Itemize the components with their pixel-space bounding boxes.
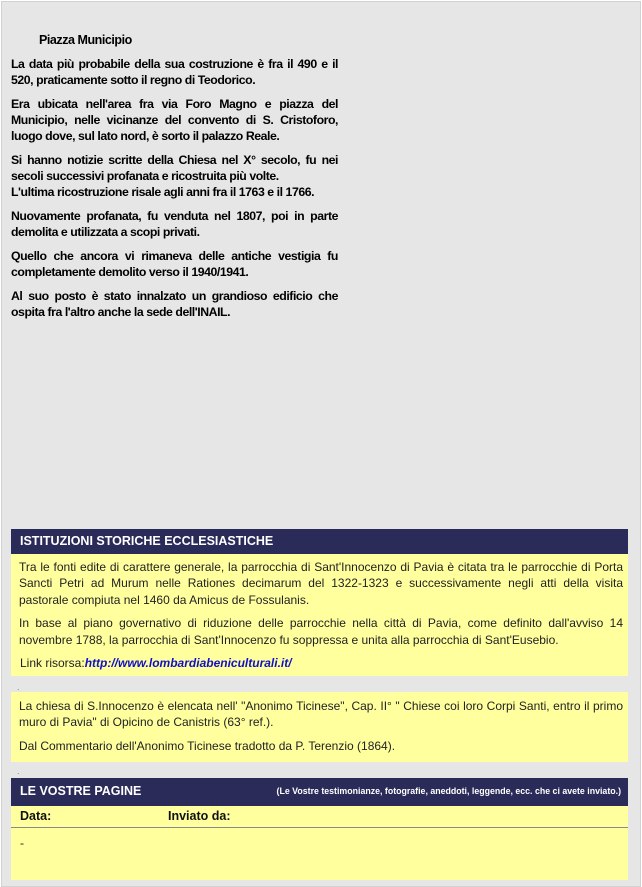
link-row: [20, 655, 623, 671]
paragraph: La chiesa di S.Innocenzo è elencata nell' "Anonimo Ticinese", Cap. II° " Chiese coi loro Corpi Santi, entro il primo muro di Pavia" di Opicino de Canistris (63° ref.).: [19, 699, 623, 730]
vostre-pagine-box: [11, 778, 628, 880]
separator-dot: .: [17, 766, 20, 776]
paragraph: Al suo posto è stato innalzato un grandioso edificio che ospita fra l'altro anche la sede dell'INAIL.: [11, 289, 338, 319]
istituzioni-box: [11, 529, 628, 676]
empty-entry: -: [20, 836, 24, 850]
vostre-subtitle: (Le Vostre testimonianze, fotografie, aneddoti, leggende, ecc. che ci avete inviato.): [276, 786, 621, 796]
table-header-row: [11, 806, 628, 828]
paragraph-line: L'ultima ricostruzione risale agli anni fra il 1763 e il 1766.: [11, 185, 315, 199]
paragraph: [11, 152, 338, 200]
vostre-header: [11, 778, 628, 806]
vostre-title: LE VOSTRE PAGINE: [20, 784, 142, 798]
link-label: Link risorsa:: [20, 656, 85, 671]
piazza-municipio-section: [11, 31, 338, 328]
paragraph: Tra le fonti edite di carattere generale, la parrocchia di Sant'Innocenzo di Pavia è citata tra le parrocchie di Porta Sancti Petri ad Murum nelle Rationes decimarum del 1322-1323 e successivamente negli atti della visita pastorale compiuta nel 1460 da Amicus de Fossulanis.: [19, 560, 623, 607]
vostre-body: [11, 806, 628, 880]
paragraph: Quello che ancora vi rimaneva delle antiche vestigia fu completamente demolito verso il 1940/1941.: [11, 249, 338, 279]
paragraph: La data più probabile della sua costruzione è fra il 490 e il 520, praticamente sotto il regno di Teodorico.: [11, 57, 338, 87]
paragraph-line: Si hanno notizie scritte della Chiesa nel X° secolo, fu nei secoli successivi profanata e ricostruita più volte.: [11, 153, 338, 183]
istituzioni-header: ISTITUZIONI STORICHE ECCLESIASTICHE: [11, 529, 628, 554]
anonimo-box: [11, 692, 628, 762]
section-title: Piazza Municipio: [39, 33, 132, 47]
paragraph: Nuovamente profanata, fu venduta nel 1807, poi in parte demolita e utilizzata a scopi privati.: [11, 209, 338, 239]
separator-dot: .: [17, 682, 20, 692]
paragraph: In base al piano governativo di riduzione delle parrocchie nella città di Pavia, come definito dall'avviso 14 novembre 1788, la parrocchia di Sant'Innocenzo fu soppressa e unita alla parrocchia di Sant'Eusebio.: [19, 616, 623, 647]
istituzioni-body: [11, 554, 628, 676]
column-header-data: Data:: [20, 809, 52, 823]
resource-link[interactable]: http://www.lombardiabeniculturali.it/: [84, 656, 292, 671]
paragraph: Era ubicata nell'area fra via Foro Magno e piazza del Municipio, nelle vicinanze del convento di S. Cristoforo, luogo dove, sul lato nord, è sorto il palazzo Reale.: [11, 97, 338, 143]
column-header-inviato: Inviato da:: [168, 809, 231, 823]
paragraph: Dal Commentario dell'Anonimo Ticinese tradotto da P. Terenzio (1864).: [19, 738, 396, 753]
